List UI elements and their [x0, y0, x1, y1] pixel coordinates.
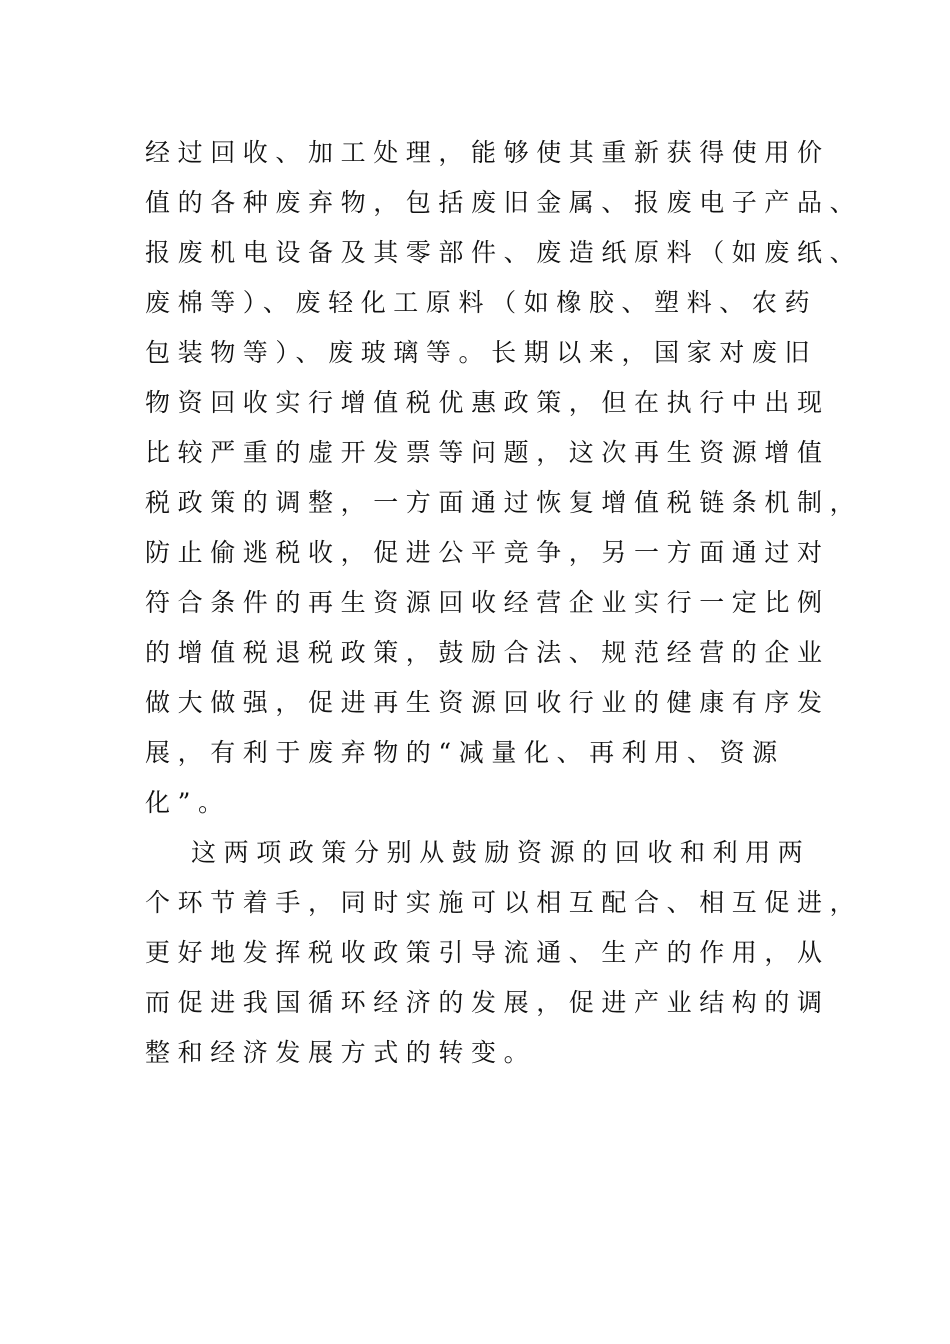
paragraph-line: 经过回收、加工处理，能够使其重新获得使用价 [145, 138, 830, 167]
paragraph-2 [145, 828, 863, 1078]
paragraph-line: 物资回收实行增值税优惠政策，但在执行中出现 [145, 388, 830, 417]
document-body [145, 128, 863, 1078]
paragraph-line: 防止偷逃税收，促进公平竞争，另一方面通过对 [145, 538, 830, 567]
paragraph-line: 更好地发挥税收政策引导流通、生产的作用，从 [145, 938, 830, 967]
paragraph-line: 这两项政策分别从鼓励资源的回收和利用两 [191, 838, 811, 867]
paragraph-line: 做大做强，促进再生资源回收行业的健康有序发 [145, 688, 830, 717]
paragraph-line: 比较严重的虚开发票等问题，这次再生资源增值 [145, 438, 830, 467]
paragraph-line: 个环节着手，同时实施可以相互配合、相互促进， [145, 888, 863, 917]
paragraph-line: 展，有利于废弃物的“减量化、再利用、资源 [145, 738, 785, 767]
paragraph-1 [145, 128, 863, 828]
paragraph-line: 化”。 [145, 788, 231, 817]
paragraph-line: 报废机电设备及其零部件、废造纸原料（如废纸、 [145, 238, 863, 267]
paragraph-line: 税政策的调整，一方面通过恢复增值税链条机制， [145, 488, 863, 517]
paragraph-line: 而促进我国循环经济的发展，促进产业结构的调 [145, 988, 830, 1017]
paragraph-line: 符合条件的再生资源回收经营企业实行一定比例 [145, 588, 830, 617]
paragraph-line: 的增值税退税政策，鼓励合法、规范经营的企业 [145, 638, 830, 667]
paragraph-line: 废棉等）、废轻化工原料（如橡胶、塑料、农药 [145, 288, 818, 317]
paragraph-line: 包装物等）、废玻璃等。长期以来，国家对废旧 [145, 338, 818, 367]
paragraph-line: 整和经济发展方式的转变。 [145, 1038, 537, 1067]
paragraph-line: 值的各种废弃物，包括废旧金属、报废电子产品、 [145, 188, 863, 217]
